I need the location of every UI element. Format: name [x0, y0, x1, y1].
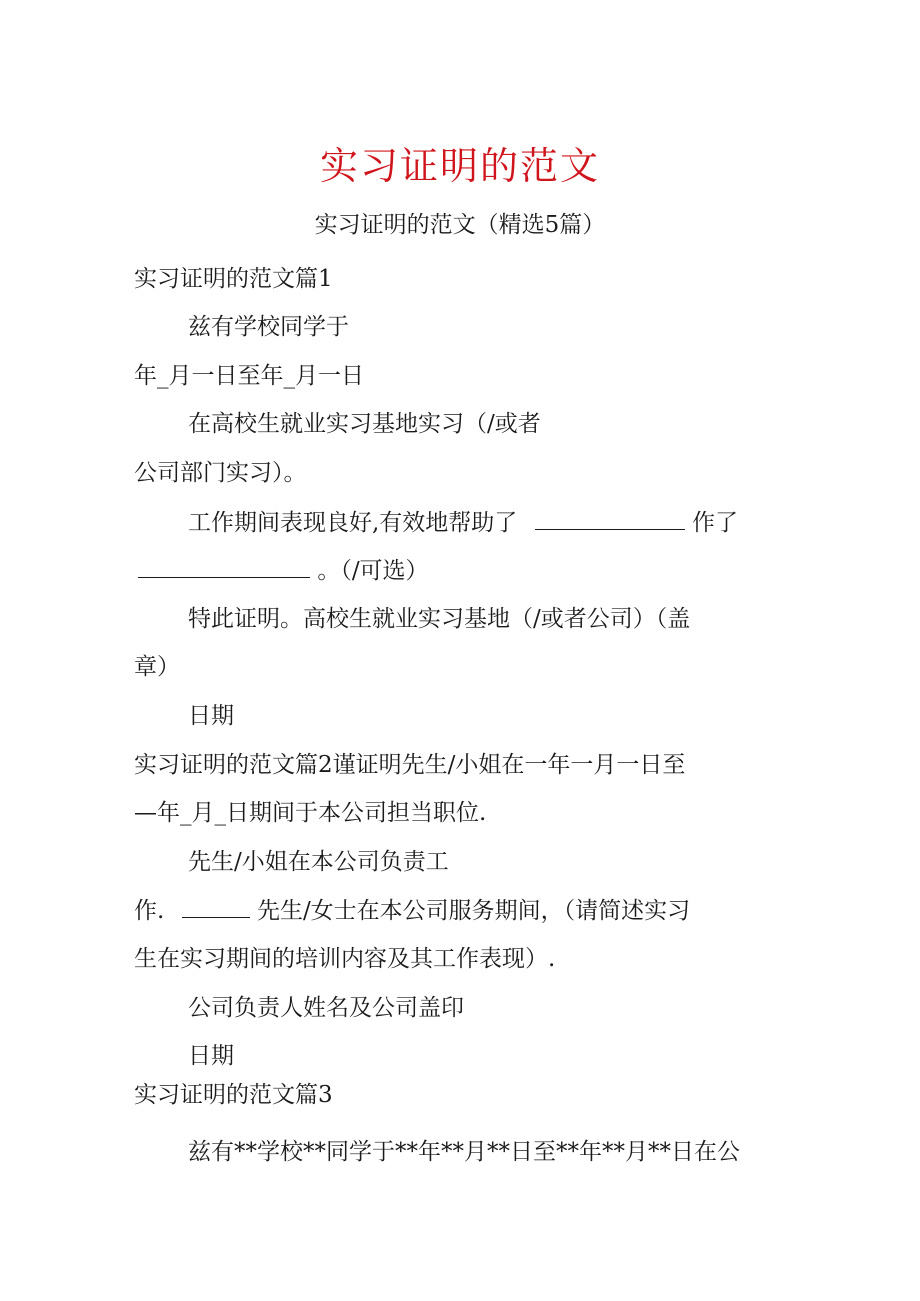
date-label: 日期	[188, 703, 234, 729]
paragraph-line: 兹有**学校**同学于**年**月**日至**年**月**日在公	[188, 1139, 740, 1165]
paragraph-line: 特此证明。高校生就业实习基地（/或者公司）（盖	[188, 606, 691, 632]
paragraph-text: 作了	[691, 510, 738, 536]
document-subtitle: 实习证明的范文（精选5篇）	[314, 212, 606, 238]
paragraph-line: —年_月_日期间于本公司担当职位.	[134, 800, 487, 826]
signature-label: 公司负责人姓名及公司盖印	[188, 995, 464, 1021]
paragraph-text: 工作期间表现良好,有效地帮助了	[188, 510, 518, 536]
paragraph-line: 章）	[134, 654, 180, 680]
paragraph-line: 先生/小姐在本公司负责工	[188, 849, 449, 875]
paragraph-line-with-blank	[134, 895, 690, 926]
paragraph-line: 年_月一日至年_月一日	[134, 363, 364, 389]
paragraph-line-with-blank	[188, 507, 738, 538]
section-heading-2: 实习证明的范文篇2谨证明先生/小姐在一年一月一日至	[134, 752, 686, 778]
document-title: 实习证明的范文	[319, 144, 600, 188]
paragraph-text: 先生/女士在本公司服务期间，（请简述实习	[256, 898, 691, 924]
paragraph-line: 兹有学校同学于	[188, 314, 349, 340]
paragraph-text: 作.	[134, 898, 165, 924]
section-heading-3: 实习证明的范文篇3	[134, 1082, 333, 1108]
paragraph-line: 公司部门实习）。	[134, 460, 307, 486]
paragraph-line: 生在实习期间的培训内容及其工作表现）.	[134, 946, 556, 972]
fill-in-blank	[138, 555, 310, 578]
date-label: 日期	[188, 1043, 234, 1069]
paragraph-line: 在高校生就业实习基地实习（/或者	[188, 411, 541, 437]
fill-in-blank	[182, 895, 250, 918]
section-heading-1: 实习证明的范文篇1	[134, 266, 333, 292]
paragraph-line-with-blank	[138, 555, 429, 586]
fill-in-blank	[535, 507, 685, 530]
paragraph-text: 。（/可选）	[317, 558, 429, 584]
